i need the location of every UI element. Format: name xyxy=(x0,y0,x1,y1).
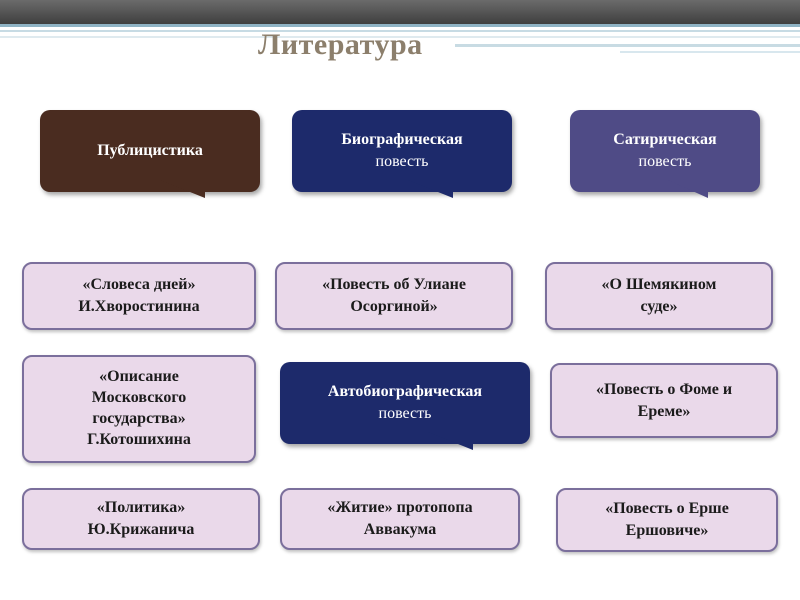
work-line: Ю.Крижанича xyxy=(87,521,195,538)
callout-tail xyxy=(668,180,708,198)
work-line: «Повесть о Ерше xyxy=(605,500,729,518)
work-line: «Повесть об Улиане xyxy=(322,276,466,294)
work-shemyakin-sud xyxy=(545,262,773,330)
category-label: Публицистика xyxy=(97,142,203,160)
top-banner xyxy=(0,0,800,24)
callout-tail xyxy=(408,180,453,198)
work-line: «О Шемякином xyxy=(601,276,717,294)
category-label: Автобиографическая xyxy=(327,383,483,401)
work-ersh-ershovich xyxy=(556,488,778,552)
work-povest-ob-uliane xyxy=(275,262,513,330)
category-label: Сатирическая xyxy=(613,131,717,149)
work-line: государства» xyxy=(92,410,186,427)
decor-stripe xyxy=(0,24,800,27)
decor-stripe xyxy=(455,44,800,47)
work-slovesa-dney xyxy=(22,262,256,330)
work-line: «Политика» xyxy=(96,499,186,517)
work-line: «Житие» протопопа xyxy=(327,499,473,517)
work-line: Ереме» xyxy=(637,402,691,420)
work-line: суде» xyxy=(640,298,678,315)
category-biographical xyxy=(292,110,512,192)
work-line: «Словеса дней» xyxy=(82,276,196,294)
callout-tail xyxy=(160,180,205,198)
category-sublabel: повесть xyxy=(638,153,692,170)
work-line: Аввакума xyxy=(363,521,437,538)
work-line: «Описание xyxy=(99,368,179,386)
work-line: И.Хворостинина xyxy=(78,298,200,315)
work-zhitie-avvakuma xyxy=(280,488,520,550)
slide-title: Литература xyxy=(258,28,423,61)
work-foma-i-erema xyxy=(550,363,778,438)
work-politika xyxy=(22,488,260,550)
decor-stripe xyxy=(620,51,800,53)
category-satirical xyxy=(570,110,760,192)
work-line: Г.Котошихина xyxy=(87,430,191,448)
category-label: Биографическая xyxy=(341,131,463,149)
work-opisanie-moskovskogo xyxy=(22,355,256,463)
work-line: Ершовиче» xyxy=(625,522,709,539)
category-publicistics xyxy=(40,110,260,192)
category-sublabel: повесть xyxy=(375,153,429,170)
work-line: Московского xyxy=(91,389,187,407)
category-autobiographical xyxy=(280,362,530,444)
callout-tail xyxy=(428,432,473,450)
work-line: «Повесть о Фоме и xyxy=(595,380,733,398)
category-sublabel: повесть xyxy=(378,405,432,422)
work-line: Осоргиной» xyxy=(350,298,438,315)
